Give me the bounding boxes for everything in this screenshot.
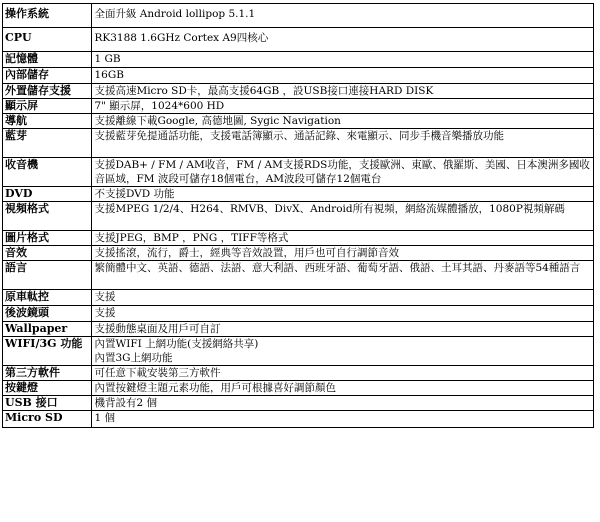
table-row xyxy=(3,129,594,158)
row-value-line: 內置3G上網功能 xyxy=(94,352,173,364)
row-label: 外置儲存支援 xyxy=(3,84,92,99)
row-value: 支援DAB+ / FM / AM收音，FM / AM支援RDS功能，支援歐洲、東歐、俄羅斯、美國、日本澳洲多國收音區域，FM 波段可儲存18個電台，AM波段可儲存12個電台 xyxy=(92,158,594,187)
row-value: 支援高速Micro SD卡，最高支援64GB ，設USB接口連接HARD DISK xyxy=(92,84,594,99)
row-label: 導航 xyxy=(3,114,92,129)
row-value: 支援MPEG 1/2/4、H264、RMVB、DivX、Android所有視頻，網絡流媒體播放，1080P視頻解碼 xyxy=(92,202,594,231)
table-row xyxy=(3,246,594,261)
row-label: 後波鏡頭 xyxy=(3,306,92,322)
row-label: 顯示屏 xyxy=(3,99,92,114)
table-row xyxy=(3,396,594,411)
table-row xyxy=(3,322,594,337)
table-row xyxy=(3,381,594,396)
table-row xyxy=(3,366,594,381)
row-label: Micro SD xyxy=(3,411,92,428)
table-row xyxy=(3,261,594,290)
row-value: 機背設有2 個 xyxy=(92,396,594,411)
row-label: 記憶體 xyxy=(3,52,92,68)
row-value xyxy=(92,337,594,366)
row-value: 1 個 xyxy=(92,411,594,428)
table-row xyxy=(3,52,594,68)
row-value: 繁簡體中文、英語、德語、法語、意大利語、西班牙語、葡萄牙語、俄語、土耳其語、丹麥語等54種語言 xyxy=(92,261,594,290)
row-value: 支援JPEG，BMP ，PNG ，TIFF等格式 xyxy=(92,231,594,246)
row-label: 音效 xyxy=(3,246,92,261)
table-row xyxy=(3,337,594,366)
row-value: 支援藍芽免提通話功能，支援電話簿顯示、通話記錄、來電顯示、同步手機音樂播放功能 xyxy=(92,129,594,158)
row-label: 內部儲存 xyxy=(3,68,92,84)
row-label: Wallpaper xyxy=(3,322,92,337)
row-label: 視頻格式 xyxy=(3,202,92,231)
row-label: 語言 xyxy=(3,261,92,290)
row-value: 可任意下載安裝第三方軟件 xyxy=(92,366,594,381)
row-value: 16GB xyxy=(92,68,594,84)
table-row xyxy=(3,114,594,129)
row-label: 操作系統 xyxy=(3,4,92,28)
row-value: 支援 xyxy=(92,306,594,322)
row-label: CPU xyxy=(3,28,92,52)
row-value-line: 內置WIFI 上網功能(支援網絡共享) xyxy=(94,338,259,350)
row-value: 支援搖滾，流行，爵士，經典等音效設置，用戶也可自行調節音效 xyxy=(92,246,594,261)
row-value: 支援 xyxy=(92,290,594,306)
table-row xyxy=(3,411,594,428)
row-value: 全面升級 Android lollipop 5.1.1 xyxy=(92,4,594,28)
table-row xyxy=(3,4,594,28)
row-value: 7" 顯示屏，1024*600 HD xyxy=(92,99,594,114)
row-value: 不支援DVD 功能 xyxy=(92,187,594,202)
row-label: 原車軚控 xyxy=(3,290,92,306)
row-label: 收音機 xyxy=(3,158,92,187)
row-value: 內置按鍵燈主題元素功能，用戶可根據喜好調節顏色 xyxy=(92,381,594,396)
row-value: RK3188 1.6GHz Cortex A9四核心 xyxy=(92,28,594,52)
table-row xyxy=(3,158,594,187)
table-row xyxy=(3,306,594,322)
table-row xyxy=(3,84,594,99)
row-label: 按鍵燈 xyxy=(3,381,92,396)
row-label: WIFI/3G 功能 xyxy=(3,337,92,366)
table-row xyxy=(3,99,594,114)
row-label: DVD xyxy=(3,187,92,202)
row-label: USB 接口 xyxy=(3,396,92,411)
table-row xyxy=(3,68,594,84)
table-row xyxy=(3,290,594,306)
row-value: 支援離線下載Google, 高德地圖, Sygic Navigation xyxy=(92,114,594,129)
row-value: 支援動態桌面及用戶可自訂 xyxy=(92,322,594,337)
table-row xyxy=(3,202,594,231)
table-row xyxy=(3,28,594,52)
row-label: 藍芽 xyxy=(3,129,92,158)
row-value: 1 GB xyxy=(92,52,594,68)
spec-table xyxy=(2,3,594,428)
row-label: 第三方軟件 xyxy=(3,366,92,381)
row-label: 圖片格式 xyxy=(3,231,92,246)
table-row xyxy=(3,187,594,202)
table-row xyxy=(3,231,594,246)
